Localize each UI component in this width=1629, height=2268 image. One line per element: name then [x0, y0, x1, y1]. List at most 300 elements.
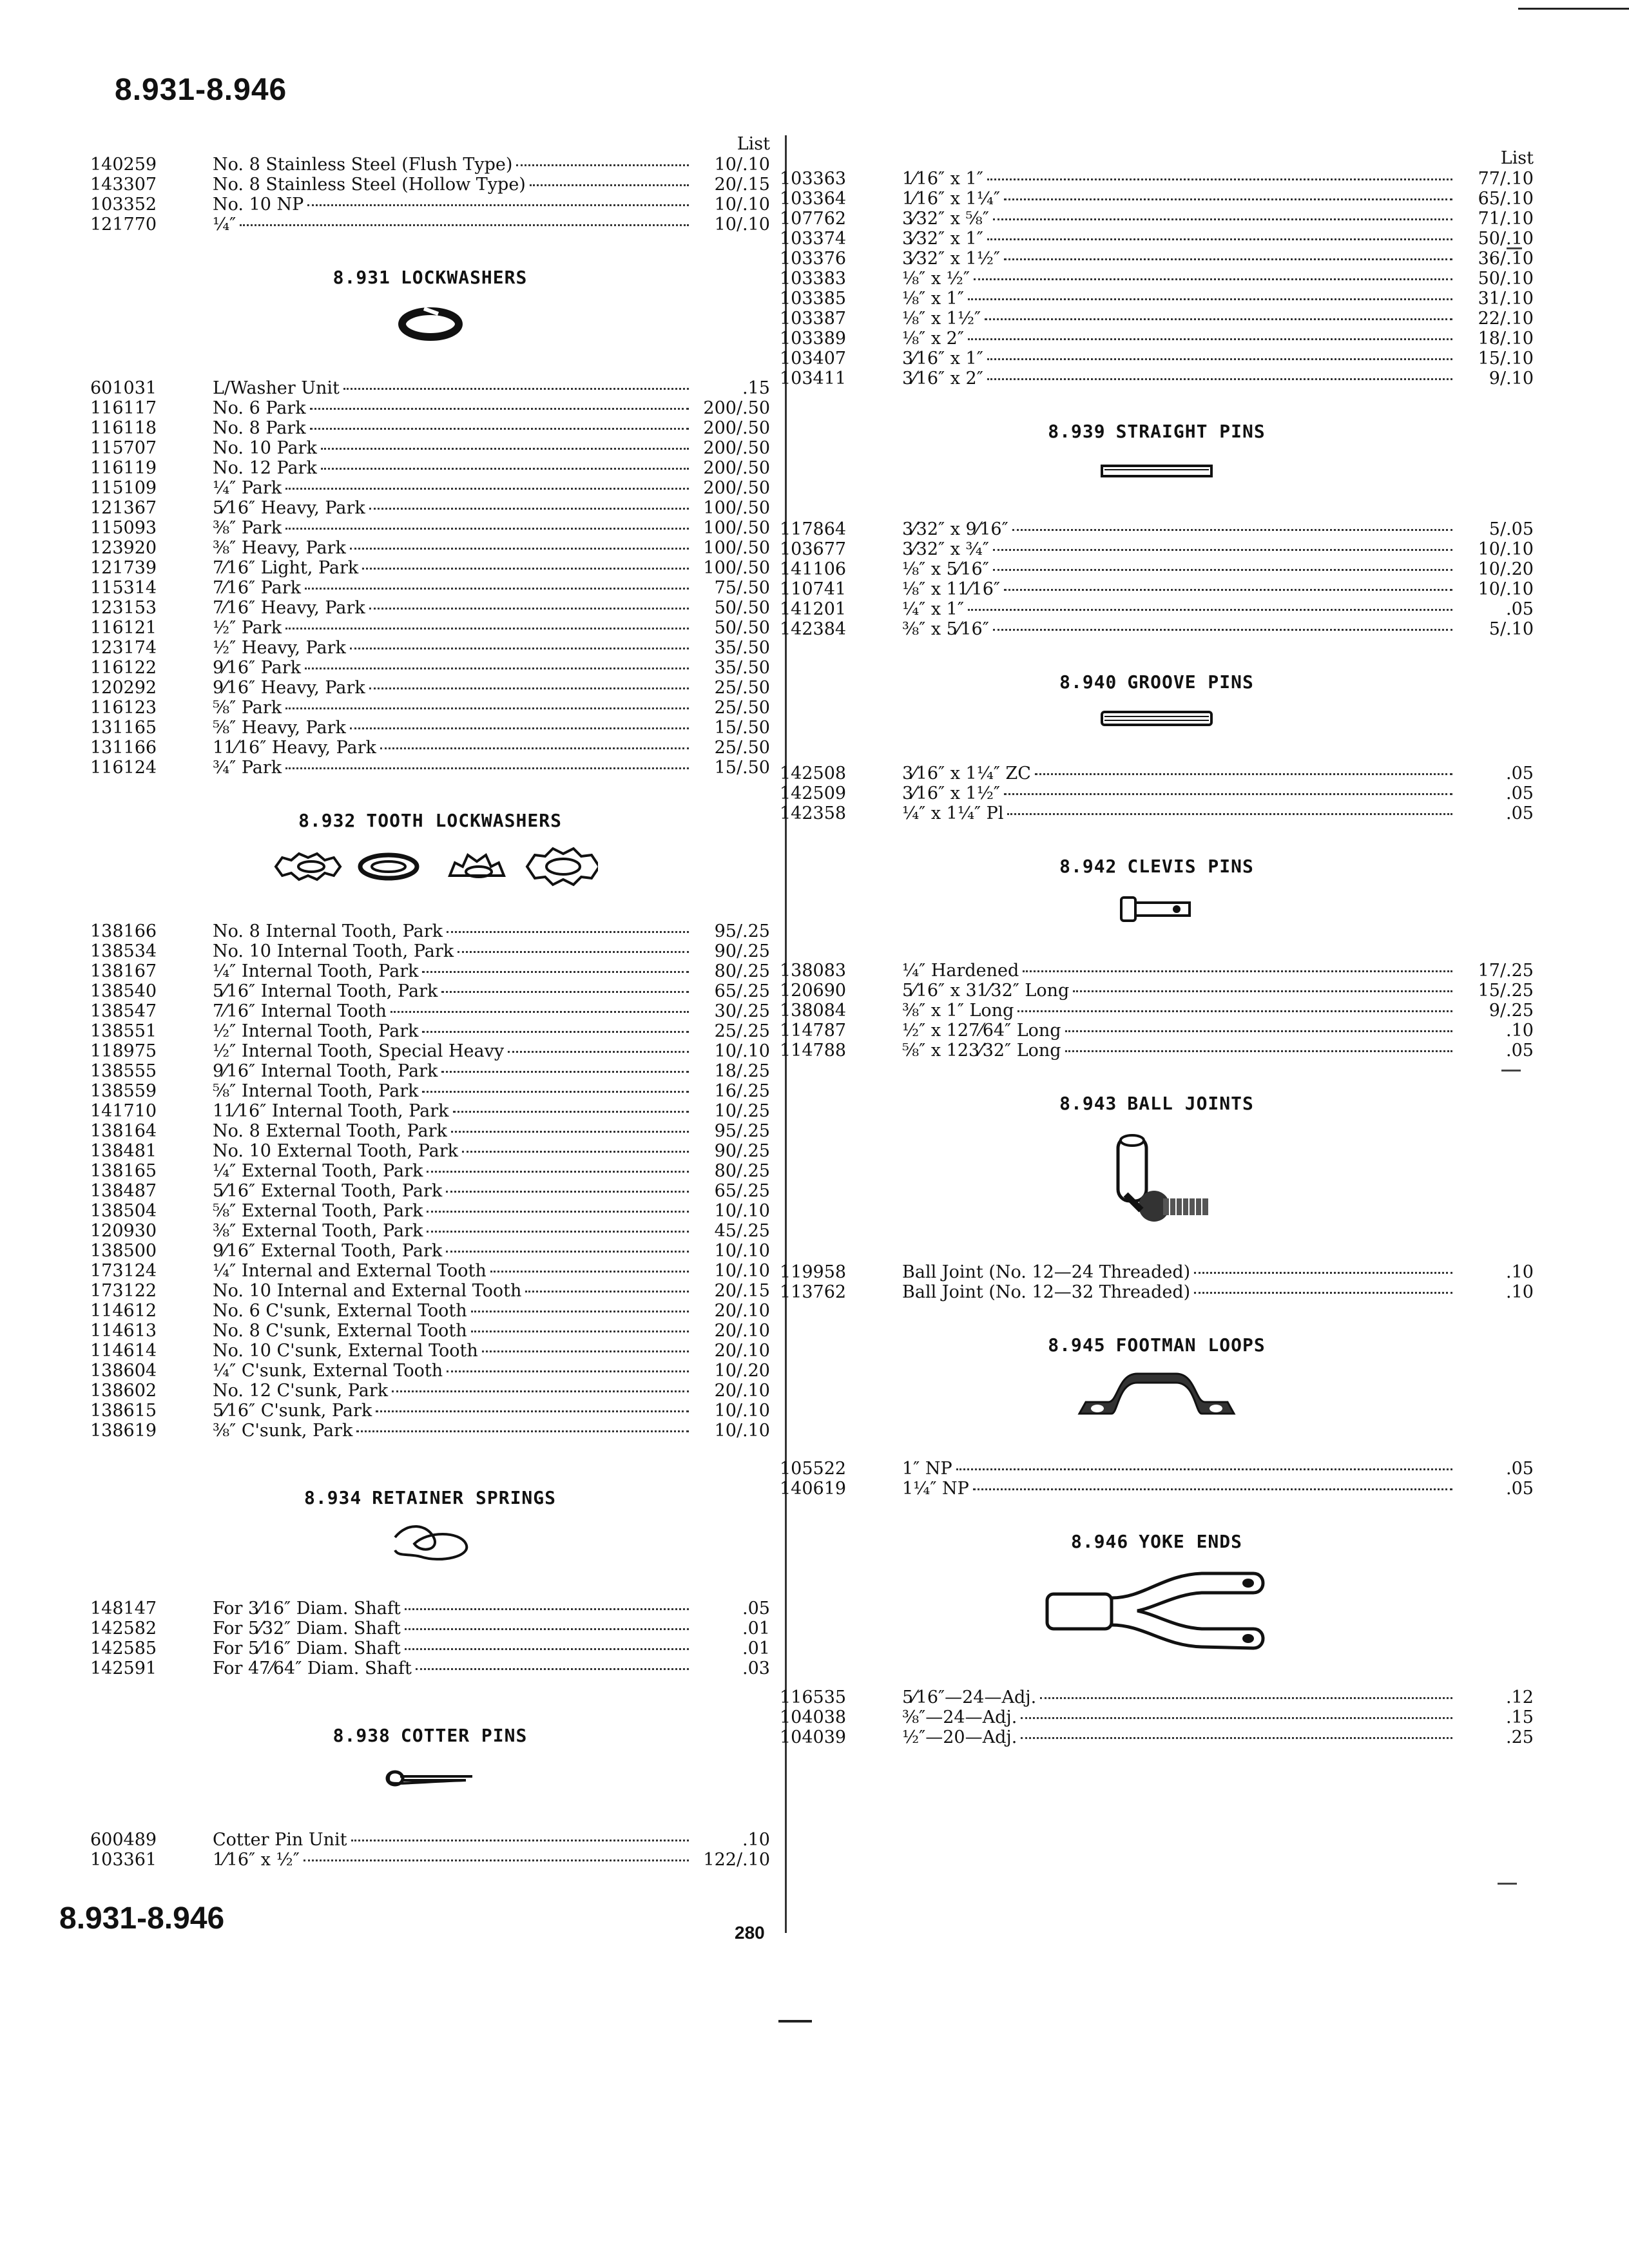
list-item: [90, 1181, 770, 1201]
part-number: 138481: [90, 1141, 157, 1161]
item-description: ¼″ x 1″: [902, 599, 964, 619]
dot-leader: [1004, 793, 1452, 795]
part-number: 138559: [90, 1081, 157, 1101]
list-item: [780, 269, 1534, 289]
list-price: 35/.50: [714, 658, 770, 678]
dot-leader: [321, 468, 689, 470]
list-item: [90, 1061, 770, 1081]
cotter-pins-list: [90, 1830, 770, 1870]
part-number: 114613: [90, 1321, 157, 1341]
item-description: No. 12 C'sunk, Park: [213, 1381, 389, 1401]
list-price: .10: [1506, 1021, 1534, 1041]
list-price: 25/.50: [714, 678, 770, 698]
clevis-pins-list: [780, 961, 1534, 1061]
part-number: 103383: [780, 269, 847, 289]
part-number: 138547: [90, 1001, 157, 1021]
dot-leader: [1194, 1292, 1452, 1294]
list-item: [90, 1341, 770, 1361]
left-intro-list: [90, 155, 770, 235]
list-item: [90, 1121, 770, 1141]
item-description: ⅝″ x 123⁄32″ Long: [902, 1041, 1061, 1061]
list-price: 10/.10: [714, 1421, 770, 1441]
item-description: ¼″ External Tooth, Park: [213, 1161, 423, 1181]
dot-leader: [441, 1071, 689, 1073]
list-item: [90, 478, 770, 498]
section-name: STRAIGHT PINS: [1115, 421, 1266, 442]
dot-leader: [446, 1251, 689, 1253]
list-item: [90, 155, 770, 175]
list-price: 10/.10: [1478, 539, 1534, 559]
part-number: 138500: [90, 1241, 157, 1261]
list-item: [90, 498, 770, 518]
list-item: [780, 539, 1534, 559]
list-item: [90, 438, 770, 458]
list-item: [780, 1707, 1534, 1727]
part-number: 138167: [90, 961, 157, 981]
list-item: [90, 1658, 770, 1678]
list-price: 16/.25: [714, 1081, 770, 1101]
item-description: No. 10 C'sunk, External Tooth: [213, 1341, 478, 1361]
dot-leader: [240, 224, 689, 226]
dot-leader: [993, 629, 1452, 631]
list-price: 25/.50: [714, 738, 770, 758]
dot-leader: [987, 238, 1452, 240]
list-price: 15/.50: [714, 758, 770, 778]
dot-leader: [490, 1271, 689, 1273]
dot-leader: [321, 448, 689, 450]
list-item: [90, 1599, 770, 1619]
part-number: 103374: [780, 229, 847, 249]
list-price: 45/.25: [714, 1221, 770, 1241]
list-item: [90, 1141, 770, 1161]
dot-leader: [987, 358, 1452, 360]
list-item: [90, 398, 770, 418]
section-number: 8.934: [304, 1487, 362, 1508]
list-item: [90, 1421, 770, 1441]
list-price: 5/.05: [1489, 519, 1534, 539]
dot-leader: [1035, 773, 1452, 775]
dot-leader: [1073, 990, 1452, 992]
list-item: [780, 309, 1534, 329]
item-description: 1⁄16″ x 1″: [902, 169, 983, 189]
part-number: 141710: [90, 1101, 157, 1121]
list-item: [90, 1001, 770, 1021]
dot-leader: [422, 1031, 689, 1033]
dot-leader: [310, 428, 689, 430]
list-item: [90, 738, 770, 758]
margin-tick: [1498, 1883, 1517, 1885]
list-price: 95/.25: [714, 921, 770, 941]
item-description: For 3⁄16″ Diam. Shaft: [213, 1599, 401, 1619]
dot-leader: [993, 218, 1452, 220]
list-item: [90, 458, 770, 478]
list-price: 90/.25: [714, 941, 770, 961]
ball-joints-list: [780, 1262, 1534, 1302]
dot-leader: [1023, 970, 1452, 972]
list-price: .12: [1506, 1687, 1534, 1707]
list-price: .01: [742, 1619, 770, 1639]
list-item: [90, 215, 770, 235]
item-description: For 5⁄32″ Diam. Shaft: [213, 1619, 401, 1639]
dot-leader: [350, 548, 689, 550]
item-description: No. 8 Stainless Steel (Hollow Type): [213, 175, 526, 195]
list-item: [780, 1021, 1534, 1041]
list-item: [780, 1041, 1534, 1061]
bottom-mark: [778, 2020, 812, 2023]
item-description: ¼″ Hardened: [902, 961, 1019, 981]
list-item: [90, 1221, 770, 1241]
section-name: TOOTH LOCKWASHERS: [366, 810, 562, 831]
dot-leader: [973, 1488, 1452, 1490]
dot-leader: [376, 1410, 689, 1412]
left-column: [90, 134, 770, 1870]
lockwasher-icon: [90, 288, 770, 359]
part-number: 138166: [90, 921, 157, 941]
list-price: 200/.50: [703, 398, 770, 418]
dot-leader: [1007, 813, 1452, 815]
list-item: [780, 349, 1534, 369]
item-description: 1⁄16″ x 1¼″: [902, 189, 1000, 209]
section-title-lockwashers: [90, 267, 770, 288]
part-number: 115109: [90, 478, 157, 498]
part-number: 142508: [780, 764, 847, 783]
list-price: 71/.10: [1478, 209, 1534, 229]
retainer-springs-list: [90, 1599, 770, 1678]
section-name: RETAINER SPRINGS: [372, 1487, 556, 1508]
dot-leader: [968, 298, 1452, 300]
item-description: 5⁄16″ Heavy, Park: [213, 498, 365, 518]
list-item: [90, 598, 770, 618]
item-description: ¼″ Internal and External Tooth: [213, 1261, 487, 1281]
list-price: 10/.10: [714, 1041, 770, 1061]
list-price: 20/.10: [714, 1301, 770, 1321]
footman-loops-list: [780, 1459, 1534, 1499]
list-price: 50/.50: [714, 618, 770, 638]
list-item: [90, 718, 770, 738]
section-title-retainer-springs: [90, 1487, 770, 1508]
list-item: [780, 1727, 1534, 1747]
list-price: 20/.10: [714, 1381, 770, 1401]
list-price: .10: [742, 1830, 770, 1850]
dot-leader: [451, 1131, 689, 1133]
section-title-tooth-lockwashers: [90, 810, 770, 831]
part-number: 103352: [90, 195, 157, 215]
page-footer: 8.931-8.946: [59, 1901, 225, 1936]
list-item: [780, 579, 1534, 599]
list-price: 17/.25: [1478, 961, 1534, 981]
item-description: 3⁄32″ x ¾″: [902, 539, 989, 559]
part-number: 116117: [90, 398, 157, 418]
list-price: 100/.50: [703, 518, 770, 538]
list-price: 20/.10: [714, 1341, 770, 1361]
list-item: [780, 519, 1534, 539]
part-number: 105522: [780, 1459, 847, 1479]
dot-leader: [285, 767, 689, 769]
cotter-pin-icon: [90, 1746, 770, 1811]
item-description: ⅜″ Park: [213, 518, 282, 538]
dot-leader: [446, 1191, 689, 1193]
list-item: [90, 1261, 770, 1281]
item-description: ⅜″ x 5⁄16″: [902, 619, 989, 639]
section-title-ball-joints: [780, 1093, 1534, 1114]
list-price: 50/.10: [1478, 229, 1534, 249]
list-item: [90, 941, 770, 961]
list-price: .10: [1506, 1282, 1534, 1302]
item-description: ⅝″ Internal Tooth, Park: [213, 1081, 419, 1101]
dot-leader: [525, 1291, 689, 1293]
dot-leader: [508, 1051, 689, 1053]
list-price: .05: [1506, 1459, 1534, 1479]
right-intro-list: [780, 169, 1534, 389]
dot-leader: [1004, 198, 1452, 200]
dot-leader: [343, 388, 689, 390]
list-header: [90, 134, 770, 155]
list-price: 200/.50: [703, 478, 770, 498]
item-description: ⅛″ x 1″: [902, 289, 964, 309]
list-item: [90, 578, 770, 598]
part-number: 143307: [90, 175, 157, 195]
item-description: No. 10 Internal Tooth, Park: [213, 941, 454, 961]
list-item: [780, 981, 1534, 1001]
item-description: 3⁄32″ x 9⁄16″: [902, 519, 1008, 539]
list-price: 80/.25: [714, 1161, 770, 1181]
list-price: .05: [1506, 803, 1534, 823]
section-title-groove-pins: [780, 671, 1534, 693]
dot-leader: [987, 178, 1452, 180]
item-description: ½″ Park: [213, 618, 282, 638]
dot-leader: [453, 1111, 689, 1113]
part-number: 119958: [780, 1262, 847, 1282]
part-number: 138604: [90, 1361, 157, 1381]
dot-leader: [471, 1311, 689, 1312]
dot-leader: [1012, 529, 1452, 531]
section-name: GROOVE PINS: [1127, 671, 1254, 693]
part-number: 116124: [90, 758, 157, 778]
tooth-lockwasher-icon: [90, 831, 770, 902]
part-number: 118975: [90, 1041, 157, 1061]
part-number: 131166: [90, 738, 157, 758]
dot-leader: [1065, 1030, 1452, 1032]
item-description: 3⁄32″ x 1″: [902, 229, 983, 249]
part-number: 142591: [90, 1658, 157, 1678]
dot-leader: [304, 1860, 689, 1861]
part-number: 107762: [780, 209, 847, 229]
item-description: ⅜″ C'sunk, Park: [213, 1421, 353, 1441]
list-price: 9/.25: [1489, 1001, 1534, 1021]
dot-leader: [380, 747, 689, 749]
item-description: ⅜″—24—Adj.: [902, 1707, 1017, 1727]
list-item: [780, 289, 1534, 309]
part-number: 138164: [90, 1121, 157, 1141]
dot-leader: [1017, 1010, 1452, 1012]
part-number: 103407: [780, 349, 847, 369]
list-item: [90, 1241, 770, 1261]
dot-leader: [422, 971, 689, 973]
list-price: 25/.50: [714, 698, 770, 718]
dot-leader: [350, 727, 689, 729]
list-item: [780, 619, 1534, 639]
list-price: 80/.25: [714, 961, 770, 981]
item-description: 1¼″ NP: [902, 1479, 969, 1499]
item-description: ⅜″ External Tooth, Park: [213, 1221, 423, 1241]
part-number: 131165: [90, 718, 157, 738]
straight-pin-icon: [780, 442, 1534, 500]
list-price: 122/.10: [703, 1850, 770, 1870]
item-description: No. 10 Internal and External Tooth: [213, 1281, 522, 1301]
list-price: 10/.25: [714, 1101, 770, 1121]
list-price: 36/.10: [1478, 249, 1534, 269]
section-title-cotter-pins: [90, 1725, 770, 1746]
part-number: 148147: [90, 1599, 157, 1619]
part-number: 601031: [90, 378, 157, 398]
item-description: 5⁄16″—24—Adj.: [902, 1687, 1037, 1707]
list-item: [780, 209, 1534, 229]
list-price: .15: [1506, 1707, 1534, 1727]
list-price: 100/.50: [703, 538, 770, 558]
dot-leader: [1021, 1737, 1452, 1739]
list-price: 75/.50: [714, 578, 770, 598]
part-number: 104038: [780, 1707, 847, 1727]
dot-leader: [405, 1628, 689, 1630]
item-description: ¼″: [213, 215, 236, 235]
list-price: 100/.50: [703, 498, 770, 518]
list-item: [780, 961, 1534, 981]
list-price: .05: [742, 1599, 770, 1619]
list-item: [780, 169, 1534, 189]
part-number: 121739: [90, 558, 157, 578]
list-price: .05: [1506, 1041, 1534, 1061]
dot-leader: [968, 338, 1452, 340]
list-item: [90, 1081, 770, 1101]
list-item: [780, 189, 1534, 209]
section-number: 8.943: [1059, 1093, 1117, 1114]
item-description: No. 8 Park: [213, 418, 306, 438]
dot-leader: [1194, 1272, 1452, 1274]
part-number: 103411: [780, 369, 847, 389]
part-number: 116119: [90, 458, 157, 478]
dot-leader: [985, 318, 1452, 320]
part-number: 173124: [90, 1261, 157, 1281]
part-number: 116123: [90, 698, 157, 718]
part-number: 123920: [90, 538, 157, 558]
item-description: No. 8 Stainless Steel (Flush Type): [213, 155, 513, 175]
part-number: 116535: [780, 1687, 847, 1707]
item-description: No. 8 C'sunk, External Tooth: [213, 1321, 467, 1341]
dot-leader: [993, 549, 1452, 551]
list-price: 18/.25: [714, 1061, 770, 1081]
part-number: 138084: [780, 1001, 847, 1021]
section-number: 8.945: [1048, 1334, 1106, 1356]
list-label: List: [737, 134, 770, 154]
part-number: 121367: [90, 498, 157, 518]
part-number: 142509: [780, 783, 847, 803]
list-header: [780, 148, 1534, 169]
list-price: 10/.10: [714, 195, 770, 215]
item-description: No. 10 Park: [213, 438, 317, 458]
item-description: ⅛″ x 5⁄16″: [902, 559, 989, 579]
list-price: 200/.50: [703, 458, 770, 478]
list-price: 200/.50: [703, 438, 770, 458]
dot-leader: [1004, 258, 1452, 260]
yoke-ends-list: [780, 1687, 1534, 1747]
list-item: [780, 1459, 1534, 1479]
part-number: 141201: [780, 599, 847, 619]
dot-leader: [516, 164, 689, 166]
section-title-footman-loops: [780, 1334, 1534, 1356]
dot-leader: [447, 931, 689, 933]
item-description: ⅛″ x ½″: [902, 269, 970, 289]
list-item: [90, 195, 770, 215]
dot-leader: [1040, 1697, 1452, 1699]
item-description: 9⁄16″ Heavy, Park: [213, 678, 365, 698]
section-name: COTTER PINS: [400, 1725, 528, 1746]
list-item: [90, 758, 770, 778]
list-item: [780, 1479, 1534, 1499]
right-column: [780, 148, 1534, 1747]
list-price: .10: [1506, 1262, 1534, 1282]
item-description: 7⁄16″ Internal Tooth: [213, 1001, 387, 1021]
list-item: [780, 1687, 1534, 1707]
part-number: 120930: [90, 1221, 157, 1241]
lockwashers-list: [90, 378, 770, 778]
dot-leader: [422, 1091, 689, 1093]
item-description: ½″ Internal Tooth, Park: [213, 1021, 419, 1041]
part-number: 141106: [780, 559, 847, 579]
list-item: [780, 1262, 1534, 1282]
page-number: 280: [735, 1923, 765, 1943]
list-price: 31/.10: [1478, 289, 1534, 309]
retainer-spring-icon: [90, 1508, 770, 1579]
dot-leader: [305, 668, 689, 669]
part-number: 103364: [780, 189, 847, 209]
part-number: 114614: [90, 1341, 157, 1361]
list-item: [90, 1381, 770, 1401]
list-price: 5/.10: [1489, 619, 1534, 639]
item-description: For 5⁄16″ Diam. Shaft: [213, 1639, 401, 1658]
section-title-yoke-ends: [780, 1531, 1534, 1552]
list-price: 65/.25: [714, 981, 770, 1001]
part-number: 138619: [90, 1421, 157, 1441]
dot-leader: [447, 1370, 689, 1372]
item-description: 1″ NP: [902, 1459, 952, 1479]
part-number: 103363: [780, 169, 847, 189]
item-description: 7⁄16″ Light, Park: [213, 558, 359, 578]
item-description: ⅝″ External Tooth, Park: [213, 1201, 423, 1221]
dot-leader: [482, 1350, 689, 1352]
item-description: ⅜″ x 1″ Long: [902, 1001, 1014, 1021]
item-description: 5⁄16″ x 31⁄32″ Long: [902, 981, 1070, 1001]
list-price: 200/.50: [703, 418, 770, 438]
list-item: [780, 559, 1534, 579]
part-number: 138083: [780, 961, 847, 981]
list-price: 10/.10: [714, 1201, 770, 1221]
item-description: ½″ Heavy, Park: [213, 638, 346, 658]
list-item: [780, 229, 1534, 249]
list-item: [90, 698, 770, 718]
tooth-lockwashers-list: [90, 921, 770, 1441]
dot-leader: [405, 1608, 689, 1610]
dot-leader: [427, 1171, 689, 1173]
part-number: 116122: [90, 658, 157, 678]
list-price: 50/.10: [1478, 269, 1534, 289]
part-number: 138540: [90, 981, 157, 1001]
item-description: 5⁄16″ C'sunk, Park: [213, 1401, 372, 1421]
list-item: [90, 618, 770, 638]
list-item: [90, 921, 770, 941]
list-price: 10/.10: [714, 1401, 770, 1421]
list-price: 77/.10: [1478, 169, 1534, 189]
section-number: 8.938: [333, 1725, 390, 1746]
